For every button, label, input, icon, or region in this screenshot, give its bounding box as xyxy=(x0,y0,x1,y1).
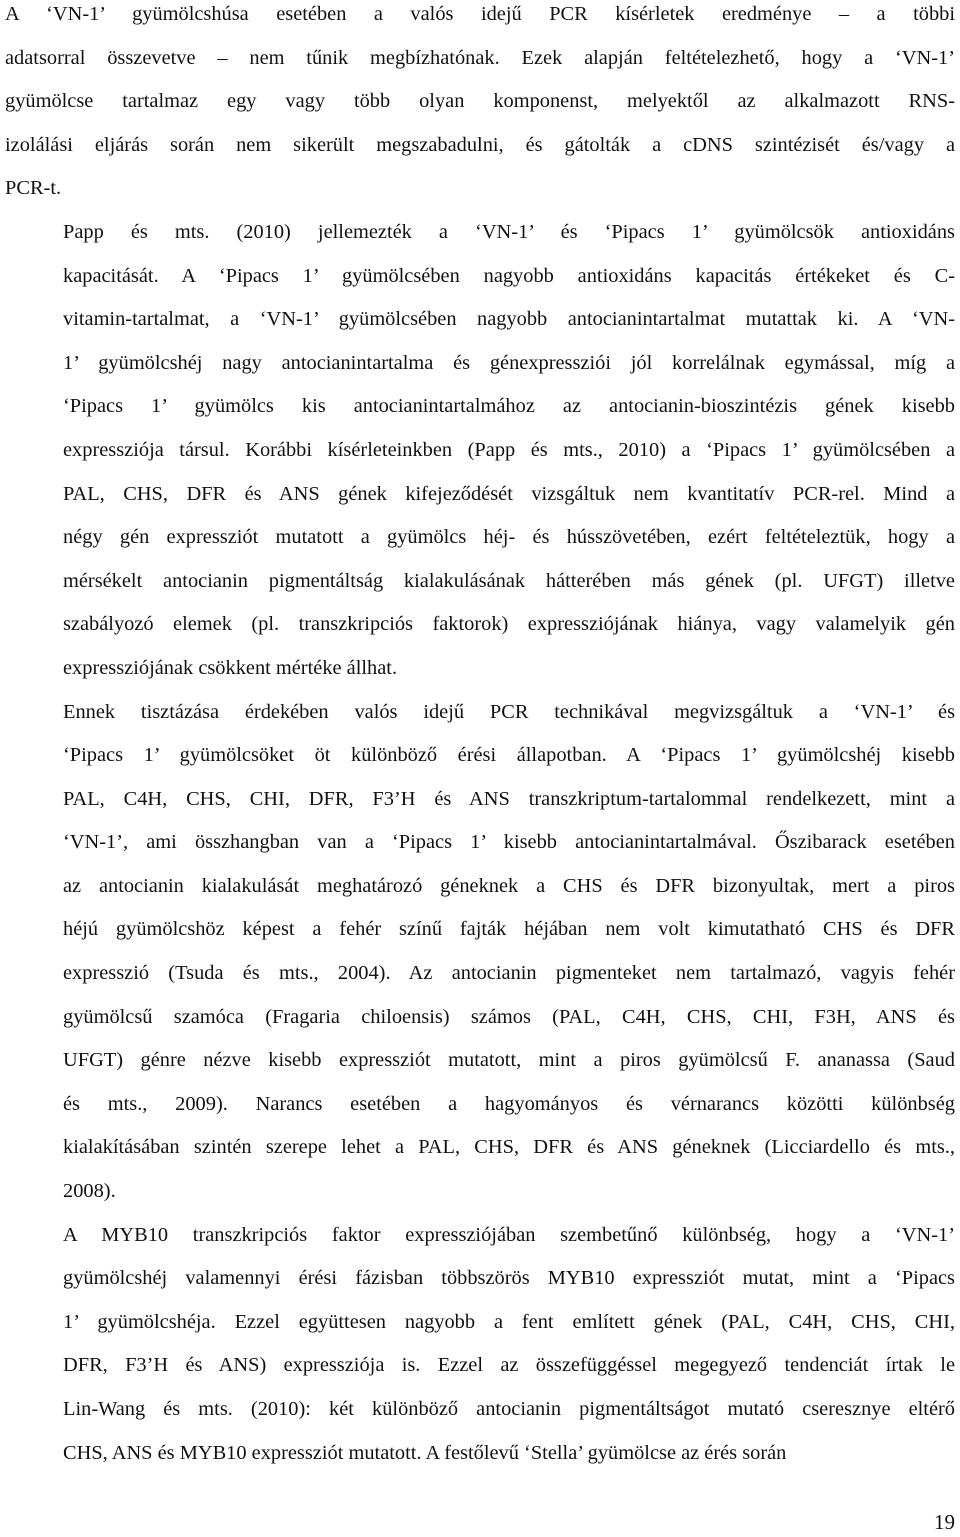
text-line: gyümölcsű szamóca (Fragaria chiloensis) számos (PAL, C4H, CHS, CHI, F3H, ANS és xyxy=(63,1005,955,1028)
text-line: mérsékelt antocianin pigmentáltság kialakulásának hátterében más gének (pl. UFGT) illetve xyxy=(63,569,955,592)
text-line: szabályozó elemek (pl. transzkripciós faktorok) expressziójának hiánya, vagy valamelyik gén xyxy=(63,613,955,636)
text-line: adatsorral összevetve – nem tűnik megbízhatónak. Ezek alapján feltételezhető, hogy a ‘VN-1’ xyxy=(5,46,955,69)
text-line: gyümölcshéj valamennyi érési fázisban többszörös MYB10 expressziót mutat, mint a ‘Pipacs xyxy=(63,1267,955,1290)
text-line: A ‘VN-1’ gyümölcshúsa esetében a valós idejű PCR kísérletek eredménye – a többi xyxy=(5,3,955,25)
text-line: gyümölcse tartalmaz egy vagy több olyan komponenst, melyektől az alkalmazott RNS- xyxy=(5,90,955,113)
text-line: expressziójának csökkent mértéke állhat. xyxy=(63,656,398,679)
text-line: PAL, C4H, CHS, CHI, DFR, F3’H és ANS transzkriptum-tartalommal rendelkezett, mint a xyxy=(63,787,955,810)
paragraph xyxy=(5,1214,955,1476)
text-line: 2008). xyxy=(63,1180,116,1203)
text-line: Papp és mts. (2010) jellemezték a ‘VN-1’ és ‘Pipacs 1’ gyümölcsök antioxidáns xyxy=(63,220,955,243)
text-line: CHS, ANS és MYB10 expressziót mutatott. A festőlevű ‘Stella’ gyümölcse az érés során xyxy=(63,1441,787,1464)
text-line: DFR, F3’H és ANS) expressziója is. Ezzel az összefüggéssel megegyező tendenciát írtak le xyxy=(63,1354,955,1377)
text-line: ‘VN-1’, ami összhangban van a ‘Pipacs 1’ kisebb antocianintartalmával. Őszibarack esetében xyxy=(63,831,955,854)
text-line: expressziója társul. Korábbi kísérleteinkben (Papp és mts., 2010) a ‘Pipacs 1’ gyümölcsében a xyxy=(63,438,955,461)
page-number: 19 xyxy=(934,1510,955,1534)
paragraph xyxy=(5,691,955,1214)
text-line: PCR-t. xyxy=(5,177,62,200)
text-line: izolálási eljárás során nem sikerült megszabadulni, és gátolták a cDNS szintézisét és/vagy a xyxy=(5,133,955,156)
text-line: ‘Pipacs 1’ gyümölcs kis antocianintartalmához az antocianin-bioszintézis gének kisebb xyxy=(63,395,955,418)
text-line: és mts., 2009). Narancs esetében a hagyományos és vérnarancs közötti különbség xyxy=(63,1092,955,1115)
text-line: Lin-Wang és mts. (2010): két különböző antocianin pigmentáltságot mutató cseresznye eltérő xyxy=(63,1398,955,1420)
text-line: kapacitását. A ‘Pipacs 1’ gyümölcsében nagyobb antioxidáns kapacitás értékeket és C- xyxy=(63,264,955,287)
body-text xyxy=(5,0,955,1475)
paragraph xyxy=(5,0,955,211)
text-line: 1’ gyümölcshéja. Ezzel együttesen nagyobb a fent említett gének (PAL, C4H, CHS, CHI, xyxy=(63,1310,955,1333)
text-line: PAL, CHS, DFR és ANS gének kifejeződését vizsgáltuk nem kvantitatív PCR-rel. Mind a xyxy=(63,482,955,505)
text-line: UFGT) génre nézve kisebb expressziót mutatott, mint a piros gyümölcsű F. ananassa (Saud xyxy=(63,1049,955,1072)
text-line: A MYB10 transzkripciós faktor expressziójában szembetűnő különbség, hogy a ‘VN-1’ xyxy=(63,1223,955,1246)
text-line: vitamin-tartalmat, a ‘VN-1’ gyümölcsében nagyobb antocianintartalmat mutattak ki. A ‘VN- xyxy=(63,308,955,331)
text-line: Ennek tisztázása érdekében valós idejű PCR technikával megvizsgáltuk a ‘VN-1’ és xyxy=(63,700,955,723)
text-line: négy gén expressziót mutatott a gyümölcs héj- és hússzövetében, ezért feltételeztük, hogy a xyxy=(63,526,955,549)
text-line: héjú gyümölcshöz képest a fehér színű fajták héjában nem volt kimutatható CHS és DFR xyxy=(63,918,955,941)
text-line: kialakításában szintén szerepe lehet a PAL, CHS, DFR és ANS géneknek (Licciardello és mts., xyxy=(63,1136,955,1159)
text-line: az antocianin kialakulását meghatározó géneknek a CHS és DFR bizonyultak, mert a piros xyxy=(63,874,955,897)
text-line: ‘Pipacs 1’ gyümölcsöket öt különböző érési állapotban. A ‘Pipacs 1’ gyümölcshéj kisebb xyxy=(63,744,955,767)
paragraph xyxy=(5,211,955,691)
text-line: expresszió (Tsuda és mts., 2004). Az antocianin pigmenteket nem tartalmazó, vagyis fehér xyxy=(63,962,955,985)
text-line: 1’ gyümölcshéj nagy antocianintartalma és génexpressziói jól korrelálnak egymással, míg a xyxy=(63,351,955,374)
